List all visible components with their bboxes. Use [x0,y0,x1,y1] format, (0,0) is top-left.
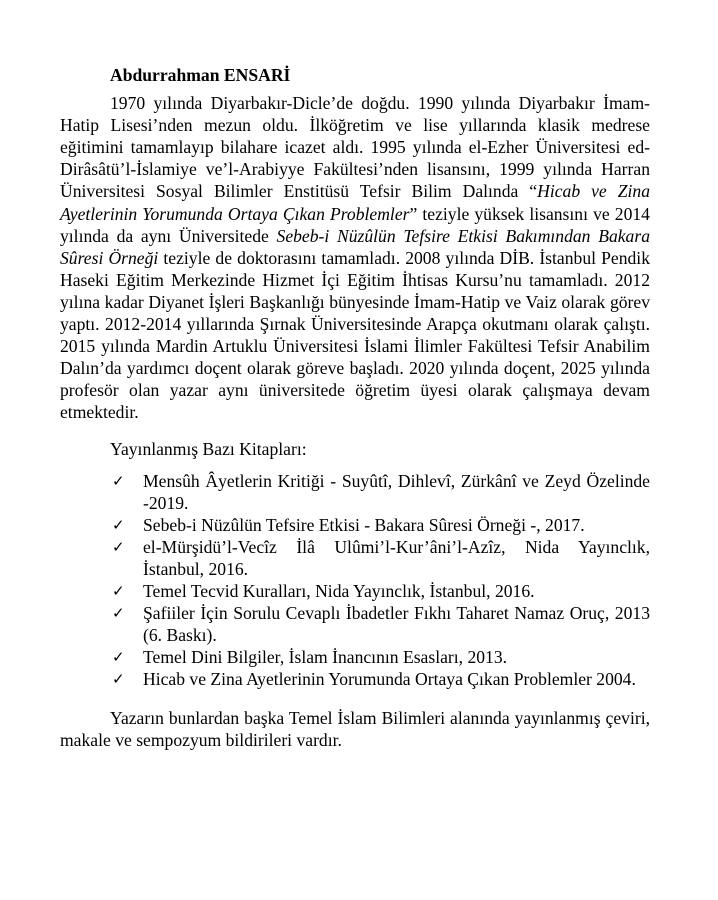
check-mark-icon: ✓ [112,582,125,601]
books-heading: Yayınlanmış Bazı Kitapları: [110,438,307,459]
book-title: Hicab ve Zina Ayetlerinin Yorumunda Ortaya Çıkan Problemler 2004. [143,669,636,690]
thesis-master-title: Hicab ve Zina Ayetlerinin Yorumunda Ortaya Çıkan Problemler [60,181,651,224]
book-item [112,536,650,580]
book-title: el-Mürşidü’l-Vecîz İlâ Ulûmi’l-Kur’âni’l-Azîz, Nida Yayınclık, İstanbul, 2016. [143,536,650,579]
author-name: Abdurrahman ENSARİ [110,65,291,85]
bio-text-3: teziyle de doktorasını tamamladı. 2008 yılında DİB. İstanbul Pendik Haseki Eğitim Merkezinde Hizmet İçi Eğitim İhtisas Kursu’nu tamamladı. 2012 yılına kadar Diyanet İşleri Başkanlığı bünyesinde İmam-Hatip ve Vaiz olarak görev yaptı. 2012-2014 yıllarında Şırnak Üniversitesinde Arapça okutmanı olarak çalıştı. 2015 yılında Mardin Artuklu Üniversitesi İslami İlimler Fakültesi Tefsir Anabilim Dalın’da yardımcı doçent olarak göreve başladı. 2020 yılında doçent, 2025 yılında profesör olan yazar aynı üniversitede öğretim üyesi olarak çalışmaya devam etmektedir. [60,247,650,423]
book-item [112,580,650,602]
closing-paragraph: Yazarın bunlardan başka Temel İslam Bilimleri alanında yayınlanmış çeviri, makale ve sempozyum bildirileri vardır. [60,707,650,750]
check-mark-icon: ✓ [112,648,125,667]
check-mark-icon: ✓ [112,515,125,534]
book-title: Mensûh Âyetlerin Kritiği - Suyûtî, Dihlevî, Zürkânî ve Zeyd Özelinde -2019. [143,470,650,513]
book-title: Temel Tecvid Kuralları, Nida Yayınclık, İstanbul, 2016. [143,581,535,602]
bio-text-2: ” teziyle yüksek lisansını ve 2014 yılında da aynı Üniversitede [60,203,650,246]
book-item [112,646,650,668]
book-title: Şafiiler İçin Sorulu Cevaplı İbadetler Fıkhı Taharet Namaz Oruç, 2013 (6. Baskı). [143,603,650,646]
thesis-doctorate-title: Sebeb-i Nüzûlün Tefsire Etkisi Bakımından Bakara Sûresi Örneği [60,225,650,268]
book-title: Temel Dini Bilgiler, İslam İnancının Esasları, 2013. [143,647,508,668]
check-mark-icon: ✓ [112,670,125,689]
book-item [112,470,650,514]
check-mark-icon: ✓ [112,604,125,623]
book-item [112,668,650,690]
bio-paragraph [60,92,650,423]
check-mark-icon: ✓ [112,471,125,490]
book-item [112,514,650,536]
author-bio-page [60,64,650,751]
bio-text-1: 1970 yılında Diyarbakır-Dicle’de doğdu. 1990 yılında Diyarbakır İmam-Hatip Lisesi’nden mezun oldu. İlköğretim ve lise yıllarında klasik medrese eğitimini tamamlayıp bilahare icazet aldı. 1995 yılında el-Ezher Üniversitesi ed-Dirâsâtü’l-İslamiye ve’l-Arabiyye Fakültesi’nden lisansını, 1999 yılında Harran Üniversitesi Sosyal Bilimler Enstitüsü Tefsir Bilim Dalında “ [60,93,650,202]
book-title: Sebeb-i Nüzûlün Tefsire Etkisi - Bakara Sûresi Örneği -, 2017. [143,514,585,535]
book-item [112,602,650,646]
books-list [60,470,650,691]
check-mark-icon: ✓ [112,537,125,556]
